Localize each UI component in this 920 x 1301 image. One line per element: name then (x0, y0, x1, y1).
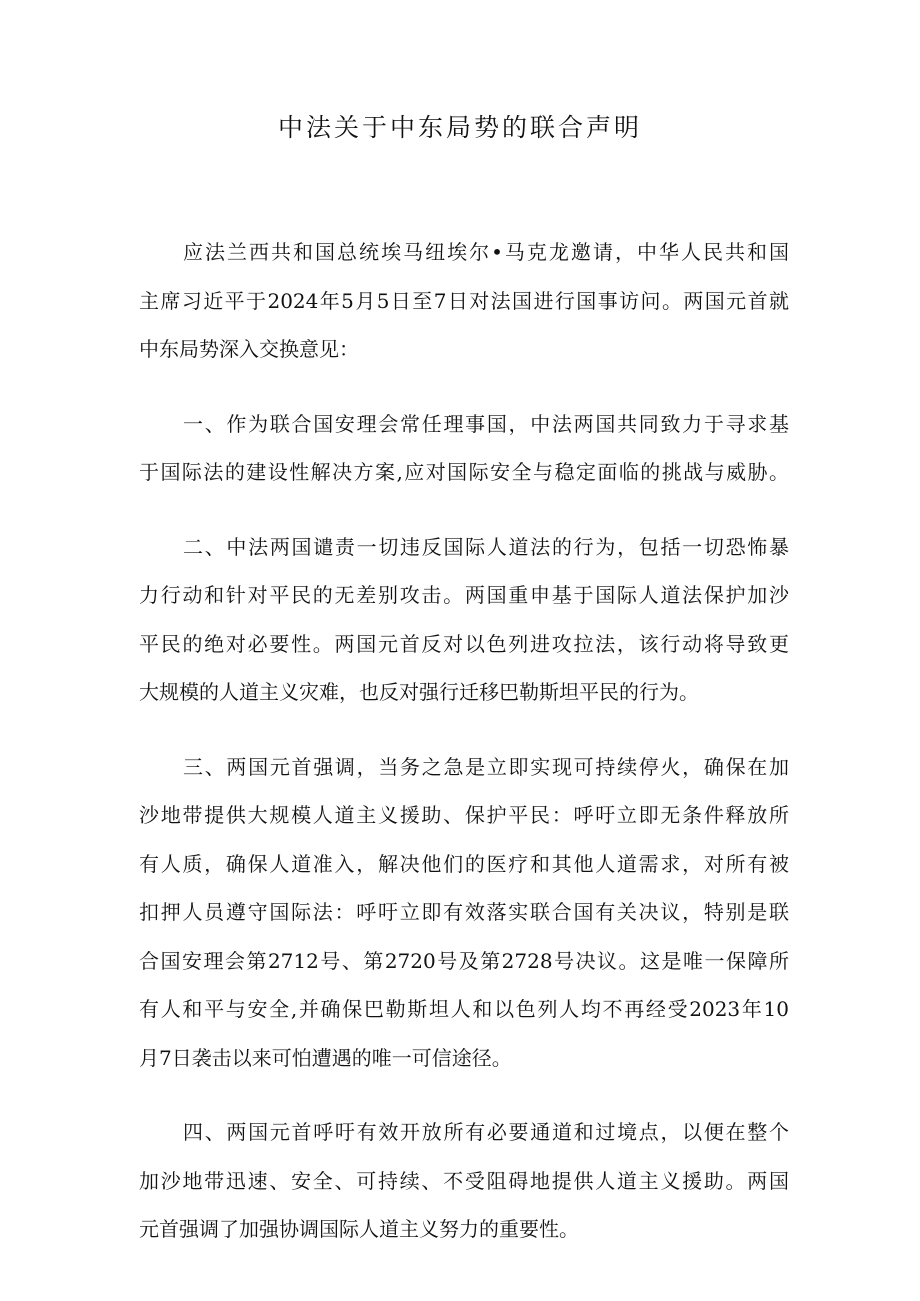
paragraph-line: 三、两国元首强调，当务之急是立即实现可持续停火，确保在加 (183, 754, 789, 779)
paragraph-line: 四、两国元首呼吁有效开放所有必要通道和过境点，以便在整个 (183, 1120, 789, 1144)
paragraph-line: 合国安理会第2712号、第2720号及第2728号决议。这是唯一保障所 (139, 948, 789, 973)
paragraph-line: 沙地带提供大规模人道主义援助、保护平民：呼吁立即无条件释放所 (139, 803, 789, 827)
paragraph-line: 加沙地带迅速、安全、可持续、不受阻碍地提供人道主义援助。两国 (139, 1168, 789, 1193)
paragraph-intro (139, 228, 789, 374)
paragraph-line: 平民的绝对必要性。两国元首反对以色列进攻拉法，该行动将导致更 (139, 631, 789, 656)
paragraph-line: 有人质，确保人道准入，解决他们的医疗和其他人道需求，对所有被 (139, 851, 789, 876)
document-title: 中法关于中东局势的联合声明 (277, 113, 642, 142)
paragraph-line: 中东局势深入交换意见： (139, 337, 359, 361)
paragraph-point-1 (139, 400, 789, 497)
paragraph-point-4 (139, 1108, 789, 1254)
paragraph-line: 有人和平与安全,并确保巴勒斯坦人和以色列人均不再经受2023年10 (139, 997, 789, 1021)
paragraph-line: 月7日袭击以来可怕遭遇的唯一可信途径。 (139, 1045, 512, 1070)
document-body (139, 228, 789, 1280)
paragraph-line: 力行动和针对平民的无差别攻击。两国重申基于国际人道法保护加沙 (139, 583, 789, 607)
paragraph-line: 大规模的人道主义灾难，也反对强行迁移巴勒斯坦平民的行为。 (139, 680, 699, 704)
paragraph-line: 扣押人员遵守国际法：呼吁立即有效落实联合国有关决议，特别是联 (139, 900, 789, 924)
paragraph-line: 二、中法两国谴责一切违反国际人道法的行为，包括一切恐怖暴 (183, 534, 789, 559)
paragraph-line: 元首强调了加强协调国际人道主义努力的重要性。 (139, 1217, 579, 1241)
paragraph-point-2 (139, 523, 789, 717)
paragraph-line: 一、作为联合国安理会常任理事国，中法两国共同致力于寻求基 (183, 411, 789, 436)
paragraph-line: 主席习近平于2024年5月5日至7日对法国进行国事访问。两国元首就 (139, 288, 789, 313)
paragraph-point-3 (139, 743, 789, 1083)
paragraph-line: 应法兰西共和国总统埃马纽埃尔•马克龙邀请，中华人民共和国 (183, 240, 789, 264)
paragraph-line: 于国际法的建设性解决方案,应对国际安全与稳定面临的挑战与威胁。 (139, 460, 789, 484)
